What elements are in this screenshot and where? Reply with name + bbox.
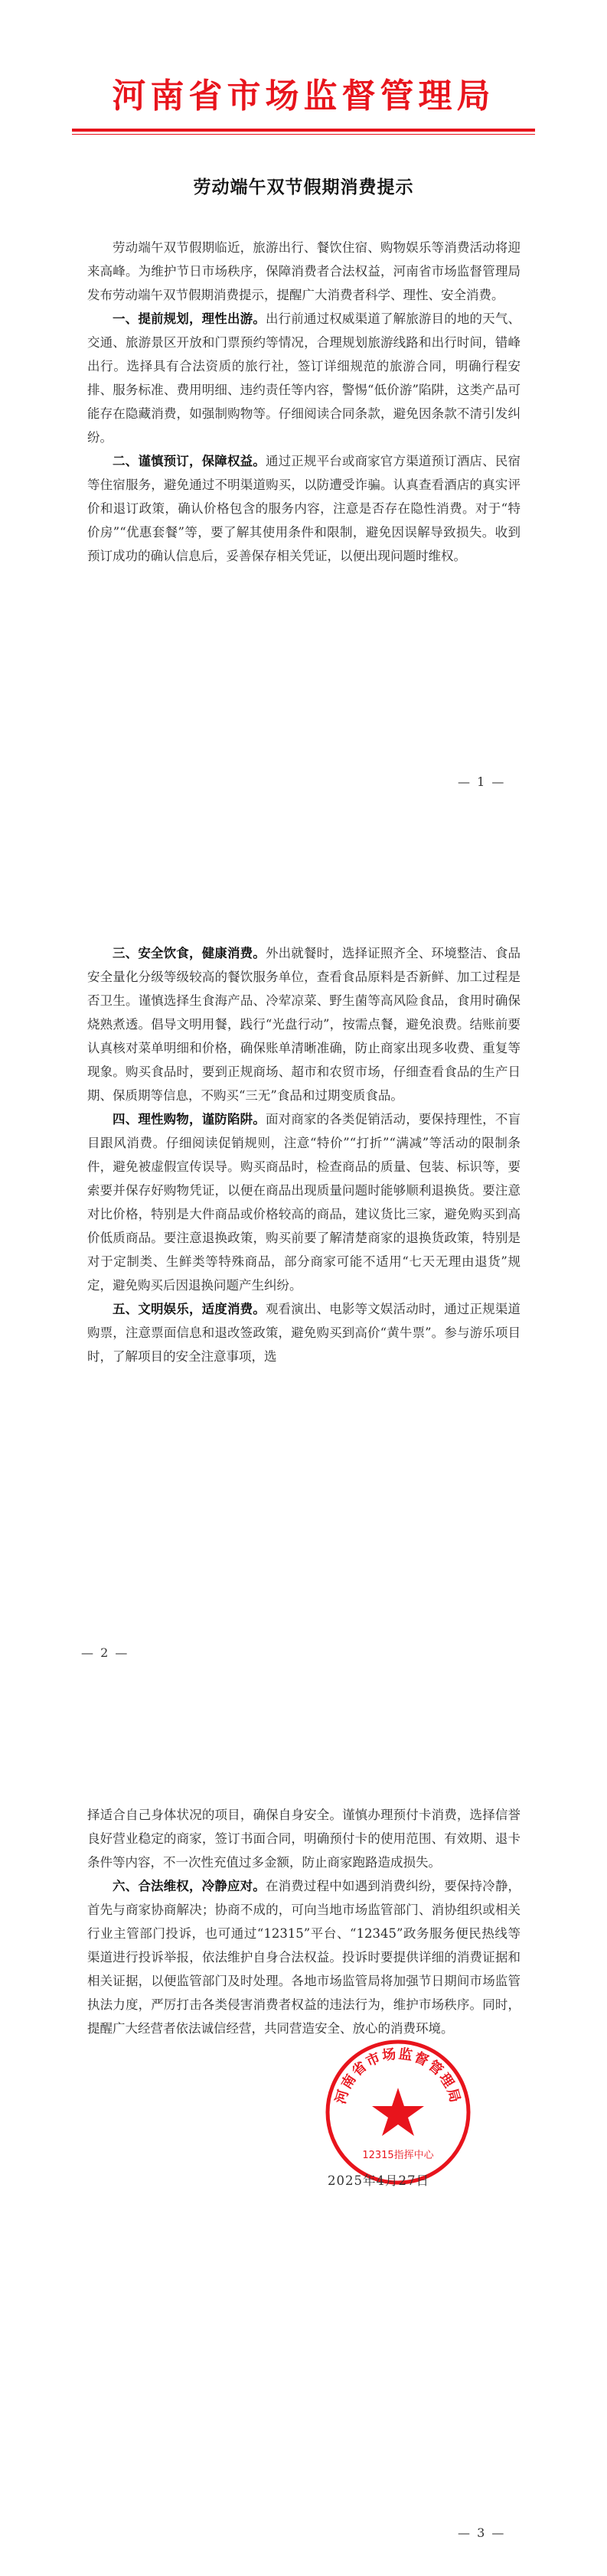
official-seal xyxy=(321,2036,475,2189)
section-3-heading: 三、安全饮食，健康消费。 xyxy=(113,946,266,960)
section-5-text: 观看演出、电影等文娱活动时，通过正规渠道购票，注意票面信息和退改签政策，避免购买到高价“黄牛票”。参与游乐项目时，了解项目的安全注意事项，选 xyxy=(87,1302,521,1364)
page-1 xyxy=(0,0,607,859)
section-6 xyxy=(87,1874,521,2040)
section-2-text: 通过正规平台或商家官方渠道预订酒店、民宿等住宿服务，避免通过不明渠道购买，以防遭受诈骗。认真查看酒店的真实评价和退订政策，确认价格包含的服务内容，注意是否存在隐性消费。对于“特价房”“优惠套餐”等，要了解其使用条件和限制，避免因误解导致损失。收到预订成功的确认信息后，妥善保存相关凭证，以便出现问题时维权。 xyxy=(87,454,521,563)
section-4-text: 面对商家的各类促销活动，要保持理性，不盲目跟风消费。仔细阅读促销规则，注意“特价”“打折”“满减”等活动的限制条件，避免被虚假宣传误导。购买商品时，检查商品的质量、包装、标识等，要索要并保存好购物凭证，以便在商品出现质量问题时能够顺利退换货。要注意对比价格，特别是大件商品或价格较高的商品，建议货比三家，避免购买到高价低质商品。要注意退换政策，购买前要了解清楚商家的退换货政策，特别是对于定制类、生鲜类等特殊商品，部分商家可能不适用“七天无理由退货”规定，避免购买后因退换问题产生纠纷。 xyxy=(87,1112,521,1293)
section-5-heading: 五、文明娱乐，适度消费。 xyxy=(113,1302,266,1316)
section-6-heading: 六、合法维权，冷静应对。 xyxy=(113,1879,266,1893)
page-2 xyxy=(0,859,607,1717)
header-rule-thin xyxy=(72,134,535,135)
section-1-heading: 一、提前规划，理性出游。 xyxy=(113,311,266,326)
seal-star-icon xyxy=(372,2088,424,2136)
body-page-2 xyxy=(87,941,521,1368)
document-title: 劳动端午双节假期消费提示 xyxy=(193,177,414,197)
page-3 xyxy=(0,1717,607,2576)
section-6-text: 在消费过程中如遇到消费纠纷，要保持冷静，首先与商家协商解决；协商不成的，可向当地市场监管部门、消协组织或相关行业主管部门投诉，也可通过“12315”平台、“12345”政务服务便民热线等渠道进行投诉举报，依法维护自身合法权益。投诉时要提供详细的消费证据和相关证据，以便监管部门及时处理。各地市场监管局将加强节日期间市场监管执法力度，严厉打击各类侵害消费者权益的违法行为，维护市场秩序。同时，提醒广大经营者依法诚信经营，共同营造安全、放心的消费环境。 xyxy=(87,1879,521,2036)
section-4-heading: 四、理性购物，谨防陷阱。 xyxy=(113,1112,266,1127)
page-number: — 1 — xyxy=(458,774,506,789)
section-3-text: 外出就餐时，选择证照齐全、环境整洁、食品安全量化分级等级较高的餐饮服务单位，查看食品原料是否新鲜、加工过程是否卫生。谨慎选择生食海产品、冷荤凉菜、野生菌等高风险食品，食用时确保烧熟煮透。倡导文明用餐，践行“光盘行动”，按需点餐，避免浪费。结账前要认真核对菜单明细和价格，确保账单清晰准确，防止商家出现多收费、重复等现象。购买食品时，要到正规商场、超市和农贸市场，仔细查看食品的生产日期、保质期等信息，不购买“三无”食品和过期变质食品。 xyxy=(87,946,521,1103)
org-letterhead: 河南省市场监督管理局 xyxy=(112,77,495,116)
section-4 xyxy=(87,1107,521,1297)
section-2 xyxy=(87,449,521,568)
header-rule xyxy=(72,129,535,132)
section-5 xyxy=(87,1297,521,1368)
seal-org-text: 河南省市场监督管理局 xyxy=(332,2046,464,2106)
section-1-text: 出行前通过权威渠道了解旅游目的地的天气、交通、旅游景区开放和门票预约等情况，合理规划旅游线路和出行时间，错峰出行。选择具有合法资质的旅行社，签订详细规范的旅游合同，明确行程安排、服务标准、费用明细、违约责任等内容，警惕“低价游”陷阱，这类产品可能存在隐藏消费，如强制购物等。仔细阅读合同条款，避免因条款不清引发纠纷。 xyxy=(87,311,521,445)
section-1 xyxy=(87,307,521,449)
section-5-continued: 择适合自己身体状况的项目，确保自身安全。谨慎办理预付卡消费，选择信誉良好营业稳定的商家，签订书面合同，明确预付卡的使用范围、有效期、退卡条件等内容，不一次性充值过多金额，防止商家跑路造成损失。 xyxy=(87,1808,521,1870)
seal-sub-text: 12315指挥中心 xyxy=(362,2150,434,2161)
body-page-3 xyxy=(87,1803,521,2040)
section-2-heading: 二、谨慎预订，保障权益。 xyxy=(113,454,266,468)
intro-paragraph: 劳动端午双节假期临近，旅游出行、餐饮住宿、购物娱乐等消费活动将迎来高峰。为维护节日市场秩序，保障消费者合法权益，河南省市场监督管理局发布劳动端午双节假期消费提示，提醒广大消费者科学、理性、安全消费。 xyxy=(87,240,521,302)
page-number: — 2 — xyxy=(81,1645,129,1660)
page-number: — 3 — xyxy=(458,2525,506,2540)
signature-date: 2025年4月27日 xyxy=(328,2173,429,2188)
body-page-1 xyxy=(87,236,521,568)
section-3 xyxy=(87,941,521,1107)
